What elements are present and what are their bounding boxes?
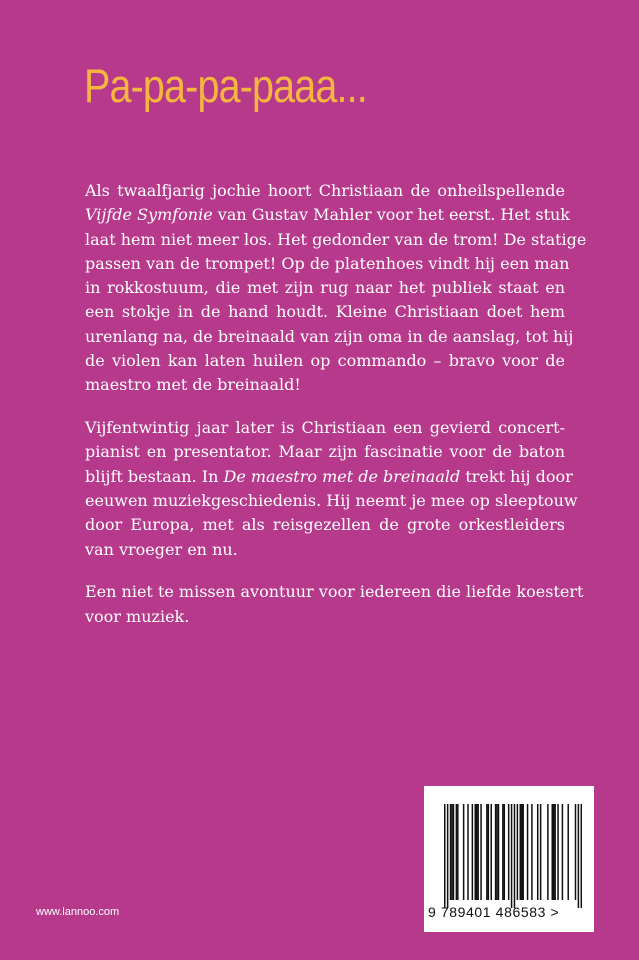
barcode-bar	[575, 804, 577, 900]
barcode-bar	[476, 804, 478, 900]
book-tagline-title: Pa-pa-pa-paaa...	[84, 59, 367, 112]
blurb-line: eeuwen muziekgeschiedenis. Hij neemt je mee op sleeptouw	[85, 491, 578, 511]
barcode-bar	[467, 804, 469, 900]
barcode-bar	[508, 804, 510, 900]
isbn-number: 9 789401 486583 >	[428, 904, 560, 920]
blurb-line: de violen kan laten huilen op commando – bravo voor de	[85, 351, 565, 371]
book-title: De maestro met de breinaald	[223, 466, 461, 486]
barcode-bar	[480, 804, 482, 900]
barcode-bar	[504, 804, 506, 900]
blurb-line	[85, 203, 570, 227]
barcode-bar	[578, 804, 580, 908]
barcode-bar	[547, 804, 549, 900]
barcode-bar	[557, 804, 559, 900]
barcode-bar	[457, 804, 459, 900]
barcode-bar	[477, 804, 479, 900]
blurb-line: in rokkostuum, die met zijn rug naar het publiek staat en	[85, 278, 565, 298]
barcode-bar	[531, 804, 533, 900]
barcode-bar	[537, 804, 539, 900]
blurb-line: Een niet te missen avontuur voor iedereen die liefde koestert	[85, 582, 584, 602]
book-blurb	[85, 179, 587, 648]
blurb-line: Vijfentwintig jaar later is Christiaan een gevierd concert-	[85, 418, 565, 438]
blurb-line: urenlang na, de breinaald van zijn oma in de aanslag, tot hij	[85, 326, 574, 346]
blurb-line-text: trekt hij door	[465, 466, 573, 486]
barcode-bar	[495, 804, 497, 900]
blurb-line-text: blijft bestaan. In	[85, 466, 219, 486]
barcode-bar	[451, 804, 453, 900]
blurb-line: pianist en presentator. Maar zijn fascinatie voor de baton	[85, 442, 565, 462]
barcode-bar	[553, 804, 555, 900]
barcode-bar	[540, 804, 542, 900]
barcode-bar	[488, 804, 490, 900]
barcode-bar	[567, 804, 569, 900]
barcode-bar	[472, 804, 474, 900]
barcode-bar	[453, 804, 455, 900]
barcode-bar	[527, 804, 529, 900]
barcode-bar	[475, 804, 477, 900]
blurb-paragraph-1	[85, 179, 587, 398]
blurb-line: van vroeger en nu.	[85, 539, 238, 559]
blurb-line: passen van de trompet! Op de platenhoes vindt hij een man	[85, 253, 570, 273]
blurb-line: maestro met de breinaald!	[85, 375, 301, 395]
symphony-title: Vijfde Symfonie	[85, 205, 213, 225]
barcode-bar	[514, 804, 516, 908]
barcode-bar	[502, 804, 504, 900]
barcode-bar	[486, 804, 488, 900]
blurb-line: door Europa, met als reisgezellen de grote orkestleiders	[85, 515, 565, 535]
barcode-bar	[463, 804, 465, 900]
barcode-bar	[511, 804, 513, 908]
isbn-barcode	[424, 786, 594, 932]
barcode-bar	[450, 804, 452, 900]
barcode-bar	[456, 804, 458, 900]
publisher-website: www.lannoo.com	[36, 906, 120, 918]
blurb-line: een stokje in de hand houdt. Kleine Christiaan doet hem	[85, 302, 565, 322]
blurb-paragraph-3	[85, 580, 584, 629]
blurb-line	[85, 465, 573, 489]
blurb-line: voor muziek.	[85, 606, 190, 626]
barcode-bar	[551, 804, 553, 900]
barcode-bar	[581, 804, 582, 908]
barcode-bar	[447, 804, 449, 908]
barcode-bar	[522, 804, 524, 900]
blurb-line: Als twaalfjarig jochie hoort Christiaan de onheilspellende	[85, 181, 565, 200]
barcode-bar	[498, 804, 500, 900]
blurb-line-text: van Gustav Mahler voor het eerst. Het stuk	[217, 205, 570, 225]
barcode-bars	[444, 804, 582, 908]
barcode-bar	[520, 804, 522, 900]
blurb-paragraph-2	[85, 416, 578, 562]
barcode-bar	[554, 804, 556, 900]
barcode-bar	[444, 804, 446, 908]
barcode-bar	[490, 804, 492, 900]
barcode-bar	[562, 804, 564, 900]
barcode-bar	[521, 804, 523, 900]
barcode-bar	[517, 804, 519, 900]
blurb-line: laat hem niet meer los. Het gedonder van de trom! De statige	[85, 229, 587, 249]
barcode-bar	[496, 804, 498, 900]
